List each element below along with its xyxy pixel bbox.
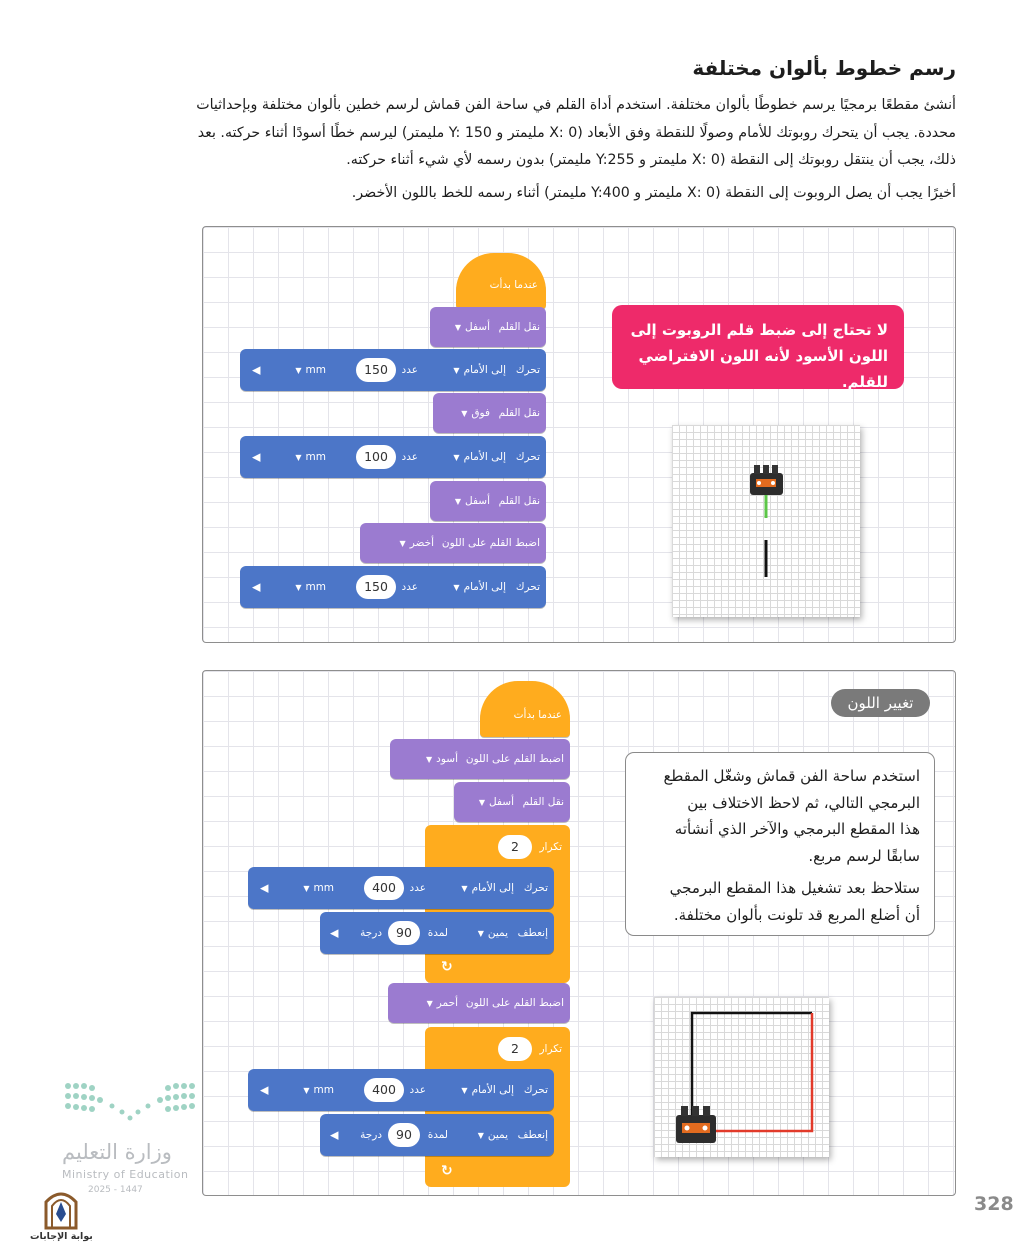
note-line: ستلاحظ بعد تشغيل هذا المقطع البرمجي (669, 879, 920, 897)
direction-dropdown[interactable]: إلى الأمام▼ (461, 1084, 514, 1096)
note-line: سابقًا لرسم مربع. (808, 846, 920, 865)
when-started-block[interactable] (480, 681, 570, 737)
move-label: تحرك (515, 364, 540, 376)
direction-dropdown[interactable]: إلى الأمام▼ (453, 451, 506, 463)
collapse-arrow-icon[interactable]: ◀ (260, 1083, 269, 1097)
color-dropdown[interactable]: أخضر▼ (399, 537, 434, 549)
move-label: تحرك (515, 451, 540, 463)
robot-icon (676, 1106, 716, 1143)
pen-move-label: نقل القلم (498, 321, 540, 333)
direction-dropdown[interactable]: إلى الأمام▼ (461, 882, 514, 894)
pen-move-label: نقل القلم (498, 407, 540, 419)
page-title: رسم خطوط بألوان مختلفة (692, 56, 956, 80)
turn-label: إنعطف (517, 1129, 548, 1141)
pen-move-label: نقل القلم (498, 495, 540, 507)
move-label: تحرك (523, 882, 548, 894)
unit-dropdown[interactable]: mm▼ (295, 581, 326, 593)
direction-dropdown[interactable]: إلى الأمام▼ (453, 364, 506, 376)
move-forward-block-2[interactable] (240, 436, 546, 478)
pen-move-label: نقل القلم (522, 796, 564, 808)
collapse-arrow-icon[interactable]: ◀ (330, 1128, 339, 1142)
count-label: عدد (409, 882, 426, 894)
set-pen-color-label: اضبط القلم على اللون (465, 753, 564, 765)
distance-input[interactable]: 400 (364, 876, 404, 900)
repeat-count-input[interactable]: 2 (498, 835, 532, 859)
pen-down-block[interactable] (454, 782, 570, 822)
set-pen-color-black-block[interactable] (390, 739, 570, 779)
set-pen-color-red-block[interactable] (388, 983, 570, 1023)
set-pen-color-block[interactable] (360, 523, 546, 563)
move-forward-400-block-1[interactable] (248, 867, 554, 909)
turn-right-block-1[interactable] (320, 912, 554, 954)
turn-label: إنعطف (517, 927, 548, 939)
set-pen-color-label: اضبط القلم على اللون (465, 997, 564, 1009)
pen-down-dropdown[interactable]: أسفل▼ (478, 796, 514, 808)
canvas-drawing (672, 425, 860, 617)
collapse-arrow-icon[interactable]: ◀ (260, 881, 269, 895)
color-dropdown[interactable]: أسود▼ (426, 753, 458, 765)
for-label: لمدة (427, 927, 448, 939)
note-line: أن أضلع المربع قد تلونت بألوان مختلفة. (673, 905, 920, 924)
ministry-name-ar: وزارة التعليم (62, 1140, 172, 1164)
paragraph-line-2: محددة. يجب أن يتحرك روبوتك للأمام وصولًا للنقطة وفق الأبعاد (X: 0 مليمتر و Y: 150 مليمتر) ليرسم خطًا أسودًا أثناء حركته. بعد (197, 125, 956, 141)
distance-input[interactable]: 100 (356, 445, 396, 469)
turn-right-block-2[interactable] (320, 1114, 554, 1156)
distance-input[interactable]: 150 (356, 358, 396, 382)
change-color-tag: تغيير اللون (831, 689, 930, 717)
count-label: عدد (401, 581, 418, 593)
paragraph-line-1: أنشئ مقطعًا برمجيًا يرسم خطوطًا بألوان مختلفة. استخدم أداة القلم في ساحة الفن قماش لرسم خطين بألوان مختلفة وبإحداثيات (196, 97, 956, 113)
move-label: تحرك (523, 1084, 548, 1096)
collapse-arrow-icon[interactable]: ◀ (330, 926, 339, 940)
portal-name: بوابة الإجابات (30, 1231, 93, 1242)
turn-direction-dropdown[interactable]: يمين▼ (477, 927, 508, 939)
angle-input[interactable]: 90 (388, 1123, 420, 1147)
repeat-count-input[interactable]: 2 (498, 1037, 532, 1061)
count-label: عدد (409, 1084, 426, 1096)
unit-dropdown[interactable]: mm▼ (303, 882, 334, 894)
green-line (765, 495, 768, 518)
collapse-arrow-icon[interactable]: ◀ (252, 580, 261, 594)
color-dropdown[interactable]: أحمر▼ (426, 997, 458, 1009)
canvas-preview-1 (672, 425, 860, 617)
loop-arrow-icon: ↻ (441, 1163, 453, 1179)
collapse-arrow-icon[interactable]: ◀ (252, 363, 261, 377)
set-pen-color-label: اضبط القلم على اللون (441, 537, 540, 549)
pen-up-block[interactable] (433, 393, 546, 433)
page-number: 328 (974, 1193, 1014, 1215)
move-label: تحرك (515, 581, 540, 593)
turn-direction-dropdown[interactable]: يمين▼ (477, 1129, 508, 1141)
move-forward-400-block-2[interactable] (248, 1069, 554, 1111)
collapse-arrow-icon[interactable]: ◀ (252, 450, 261, 464)
unit-dropdown[interactable]: mm▼ (295, 364, 326, 376)
ministry-logo-icon (62, 1080, 198, 1130)
direction-dropdown[interactable]: إلى الأمام▼ (453, 581, 506, 593)
pen-down-block[interactable] (430, 307, 546, 347)
note-line: البرمجي التالي، ثم لاحظ الاختلاف بين (687, 793, 920, 812)
distance-input[interactable]: 400 (364, 1078, 404, 1102)
instruction-box (625, 752, 935, 936)
note-line: استخدم ساحة الفن قماش وشغّل المقطع (663, 767, 920, 785)
move-forward-block-3[interactable] (240, 566, 546, 608)
robot-icon (750, 465, 783, 495)
unit-dropdown[interactable]: mm▼ (295, 451, 326, 463)
pen-down-dropdown[interactable]: أسفل▼ (454, 495, 490, 507)
note-line: هذا المقطع البرمجي والآخر الذي أنشأته (674, 820, 920, 838)
loop-arrow-icon: ↻ (441, 959, 453, 975)
count-label: عدد (401, 364, 418, 376)
pen-down-block-2[interactable] (430, 481, 546, 521)
degree-label: درجة (360, 927, 382, 939)
degree-label: درجة (360, 1129, 382, 1141)
repeat-label: تكرار (539, 841, 562, 853)
unit-dropdown[interactable]: mm▼ (303, 1084, 334, 1096)
info-note: لا تحتاج إلى ضبط قلم الروبوت إلى اللون الأسود لأنه اللون الافتراضي للقلم. (612, 305, 904, 389)
distance-input[interactable]: 150 (356, 575, 396, 599)
count-label: عدد (401, 451, 418, 463)
black-line (765, 540, 768, 577)
when-started-label: عندما بدأت (513, 709, 562, 721)
canvas-preview-2 (654, 997, 829, 1157)
red-sides (714, 1013, 812, 1131)
for-label: لمدة (427, 1129, 448, 1141)
paragraph-line-4: أخيرًا يجب أن يصل الروبوت إلى النقطة (X: 0 مليمتر و Y:400 مليمتر) أثناء رسمه للخط باللون الأخضر. (351, 185, 956, 201)
move-forward-block-1[interactable] (240, 349, 546, 391)
when-started-block[interactable] (456, 253, 546, 309)
portal-logo-icon (40, 1188, 82, 1230)
paragraph-line-3: ذلك، يجب أن ينتقل روبوتك إلى النقطة (X: 0 مليمتر و Y:255 مليمتر) بدون رسمه لأي شيء أثناء حركته. (346, 152, 956, 168)
ministry-name-en: Ministry of Education (62, 1168, 189, 1181)
repeat-label: تكرار (539, 1043, 562, 1055)
angle-input[interactable]: 90 (388, 921, 420, 945)
when-started-label: عندما بدأت (489, 279, 538, 291)
pen-up-dropdown[interactable]: فوق▼ (461, 407, 490, 419)
pen-down-dropdown[interactable]: أسفل▼ (454, 321, 490, 333)
square-drawing (654, 997, 829, 1157)
ministry-years: 2025 - 1447 (88, 1185, 143, 1195)
